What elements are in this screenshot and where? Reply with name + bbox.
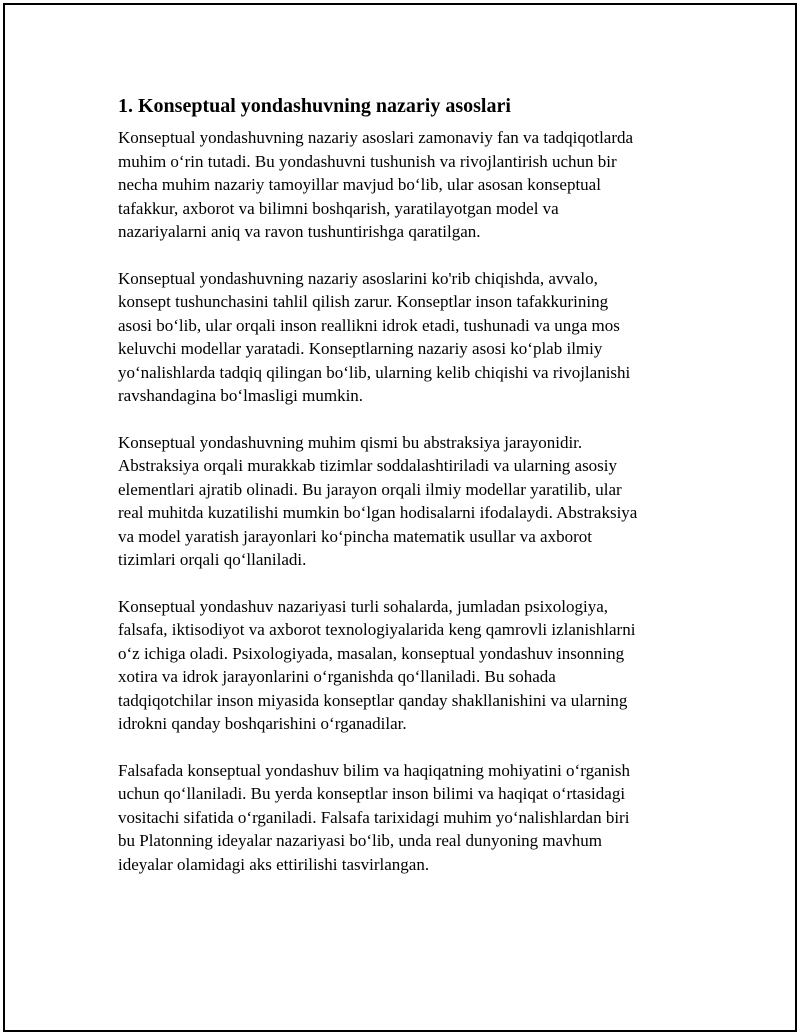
text-line: nazariyalarni aniq va ravon tushuntirishga qaratilgan. (118, 222, 481, 241)
text-line: tadqiqotchilar inson miyasida konseptlar qanday shakllanishini va ularning (118, 690, 628, 710)
text-line: bu Platonning ideyalar nazariyasi bo‘lib, unda real dunyoning mavhum (118, 831, 602, 850)
text-line: elementlari ajratib olinadi. Bu jarayon orqali ilmiy modellar yaratilib, ular (118, 479, 622, 499)
section-heading: 1. Konseptual yondashuvning nazariy asoslari (118, 95, 511, 117)
text-line: o‘z ichiga oladi. Psixologiyada, masalan, konseptual yondashuv insonning (118, 643, 625, 663)
text-line: real muhitda kuzatilishi mumkin bo‘lgan hodisalarni ifodalaydi. Abstraksiya (118, 503, 638, 522)
text-line: Abstraksiya orqali murakkab tizimlar soddalashtiriladi va ularning asosiy (118, 456, 618, 475)
text-line: falsafa, iktisodiyot va axborot texnologiyalarida keng qamrovli izlanishlarni (118, 620, 636, 639)
text-line: ideyalar olamidagi aks ettirilishi tasvirlangan. (118, 854, 430, 874)
text-line: Konseptual yondashuvning nazariy asoslari zamonaviy fan va tadqiqotlarda (118, 128, 634, 147)
text-line: vositachi sifatida o‘rganiladi. Falsafa tarixidagi muhim yo‘nalishlardan biri (118, 807, 630, 827)
text-line: necha muhim nazariy tamoyillar mavjud bo‘lib, ular asosan konseptual (118, 175, 601, 194)
text-line: ravshandagina bo‘lmasligi mumkin. (118, 386, 364, 405)
text-line: keluvchi modellar yaratadi. Konseptlarning nazariy asosi ko‘plab ilmiy (118, 339, 603, 358)
text-line: konsept tushunchasini tahlil qilish zarur. Konseptlar inson tafakkurining (118, 292, 609, 311)
paragraph-3 (118, 431, 690, 572)
paragraph-5 (118, 759, 690, 877)
text-line: xotira va idrok jarayonlarini o‘rganishda qo‘llaniladi. Bu sohada (118, 667, 556, 686)
paragraph-1 (118, 126, 690, 244)
text-line: va model yaratish jarayonlari ko‘pincha matematik usullar va axborot (118, 526, 592, 546)
paragraph-4 (118, 595, 690, 736)
text-line: muhim o‘rin tutadi. Bu yondashuvni tushunish va rivojlantirish uchun bir (118, 151, 617, 171)
text-line: yo‘nalishlarda tadqiq qilingan bo‘lib, ularning kelib chiqishi va rivojlanishi (118, 362, 631, 382)
text-line: Falsafada konseptual yondashuv bilim va haqiqatning mohiyatini o‘rganish (118, 760, 630, 780)
text-line: Konseptual yondashuv nazariyasi turli sohalarda, jumladan psixologiya, (118, 596, 609, 616)
text-line: tizimlari orqali qo‘llaniladi. (118, 550, 307, 569)
text-line: tafakkur, axborot va bilimni boshqarish, yaratilayotgan model va (118, 198, 559, 218)
text-line: Konseptual yondashuvning muhim qismi bu abstraksiya jarayonidir. (118, 432, 583, 452)
text-line: idrokni qanday boshqarishini o‘rganadilar. (118, 714, 407, 733)
text-line: uchun qo‘llaniladi. Bu yerda konseptlar inson bilimi va haqiqat o‘rtasidagi (118, 784, 626, 803)
text-line: Konseptual yondashuvning nazariy asoslarini ko'rib chiqishda, avvalo, (118, 268, 598, 288)
paragraph-2 (118, 267, 690, 408)
document-body (118, 92, 690, 899)
text-line: asosi bo‘lib, ular orqali inson reallikni idrok etadi, tushunadi va unga mos (118, 315, 620, 335)
